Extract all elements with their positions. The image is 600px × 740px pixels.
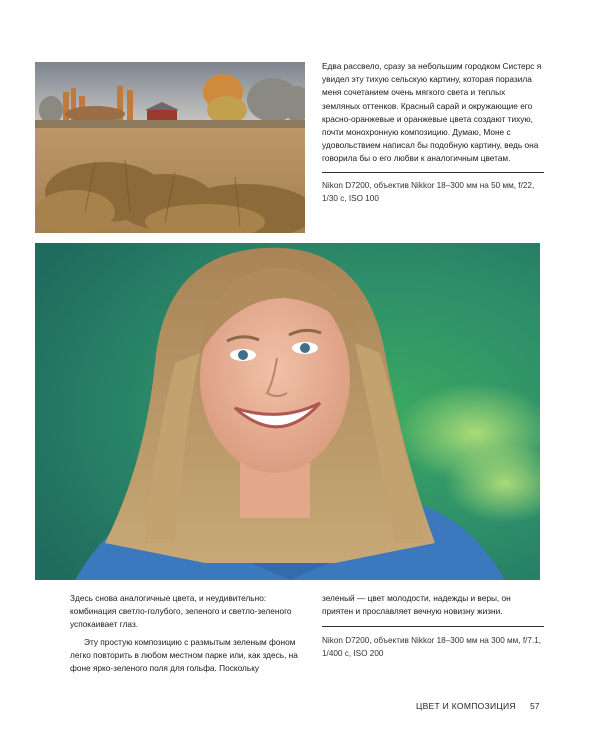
portrait-photo (35, 243, 540, 580)
landscape-caption: Nikon D7200, объектив Nikkor 18–300 мм на 50 мм, f/22, 1/30 с, ISO 100 (322, 180, 535, 203)
body-paragraph-2: Эту простую композицию с размытым зеленым фоном легко повторить в любом местном парке или, как здесь, на фоне ярко-зеленого поля для гольфа. Поскольку (70, 636, 298, 674)
intro-block (322, 60, 544, 205)
portrait-divider (322, 626, 544, 627)
body-paragraph-1: Здесь снова аналогичные цвета, и неудивительно: комбинация светло-голубого, зеленого и светло-зеленого успокаивает глаз. (70, 593, 292, 630)
intro-divider (322, 172, 544, 173)
page-number: 57 (530, 701, 540, 711)
running-footer: ЦВЕТ И КОМПОЗИЦИЯ (416, 701, 516, 711)
landscape-photo (35, 62, 305, 233)
body-continuation: зеленый — цвет молодости, надежды и веры, он приятен и прославляет вечную новизну жизни. (322, 593, 511, 617)
body-left-column (70, 592, 302, 675)
portrait-caption: Nikon D7200, объектив Nikkor 18–300 мм на 300 мм, f/7.1, 1/400 с, ISO 200 (322, 636, 542, 659)
body-right-column (322, 592, 544, 660)
intro-paragraph: Едва рассвело, сразу за небольшим городком Систерс я увидел эту тихую сельскую картину, которая поразила меня сочетанием очень мягкого света и теплых земляных оттенков. Красный сарай и окружающие его красно-оранжевые и оранжевые цвета создают тихую, почти монохронную композицию. Думаю, Моне с удовольствием написал бы подобную картину, ведь она говорила бы о его любви к аналогичным цветам. (322, 61, 542, 164)
